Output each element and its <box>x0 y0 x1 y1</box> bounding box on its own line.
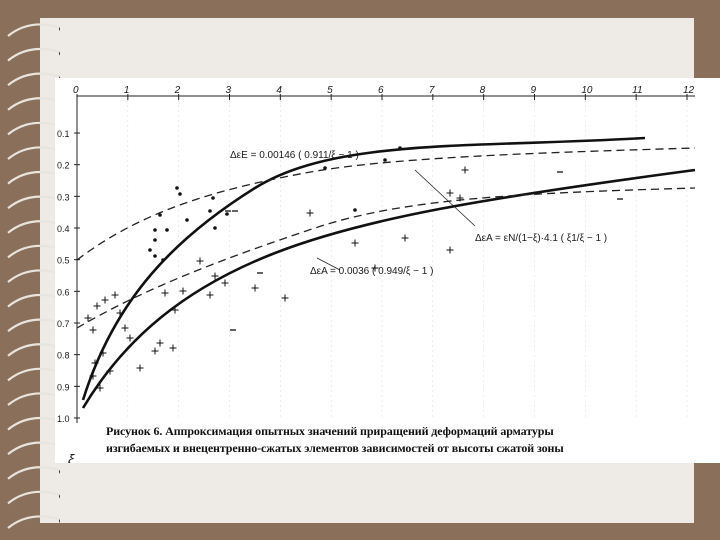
binding-ring <box>8 320 60 332</box>
caption-line-1: Рисунок 6. Аппроксимация опытных значений приращений деформаций арматуры <box>106 424 554 438</box>
y-tick-label: 1.0 <box>57 414 70 424</box>
binding-ring <box>8 49 60 61</box>
binding-ring <box>8 467 60 479</box>
binding-ring <box>8 98 60 110</box>
binding-ring <box>8 418 60 430</box>
data-point-dot <box>398 146 402 150</box>
y-tick-label: 0.5 <box>57 255 70 266</box>
data-point-dot <box>153 228 157 232</box>
binding-ring <box>8 443 60 455</box>
x-tick-label: 0 <box>73 85 79 96</box>
binding-ring <box>8 172 60 184</box>
binding-ring <box>8 270 60 282</box>
data-point-dot <box>178 192 182 196</box>
binding-ring <box>8 344 60 356</box>
binding-ring <box>8 197 60 209</box>
binding-ring <box>8 24 60 36</box>
binding-ring <box>8 516 60 528</box>
formula-top: ΔεE = 0.00146 ( 0.911/ξ − 1 ) <box>230 150 359 161</box>
scanned-chart <box>55 78 720 463</box>
x-tick-label: 12 <box>683 85 695 96</box>
figure-panel <box>55 78 720 463</box>
x-axis-ticks <box>73 85 695 100</box>
x-tick-label: 9 <box>530 85 537 96</box>
data-point-dot <box>353 208 357 212</box>
y-tick-label: 0.7 <box>57 319 70 329</box>
x-tick-label: 5 <box>327 85 333 96</box>
y-tick-label: 0.1 <box>57 129 70 139</box>
binding-ring <box>8 393 60 405</box>
binding-ring <box>8 295 60 307</box>
binding-ring <box>8 369 60 381</box>
data-point-dot <box>161 258 165 262</box>
x-tick-label: 6 <box>378 85 384 96</box>
y-tick-label: 0.6 <box>57 287 70 298</box>
x-tick-label: 11 <box>632 85 643 96</box>
curve-solid-lower <box>83 170 695 408</box>
binding-ring <box>8 221 60 233</box>
spiral-binding <box>0 0 60 540</box>
data-point-dot <box>213 226 217 230</box>
x-tick-label: 2 <box>174 85 181 96</box>
binding-ring <box>8 74 60 86</box>
data-point-dot <box>211 196 215 200</box>
binding-ring <box>8 147 60 159</box>
data-point-dot <box>175 186 179 190</box>
data-point-dot <box>383 158 387 162</box>
data-point-dot <box>165 228 169 232</box>
x-tick-label: 3 <box>225 85 232 96</box>
x-tick-label: 8 <box>479 85 486 96</box>
x-tick-label: 7 <box>428 85 435 96</box>
leader-line <box>415 170 475 226</box>
data-point-dot <box>323 166 327 170</box>
data-point-dot <box>148 248 152 252</box>
y-tick-label: 0.3 <box>57 192 70 203</box>
x-tick-label: 10 <box>581 85 593 96</box>
data-point-dot <box>185 218 189 222</box>
y-tick-label: 0.4 <box>57 224 70 234</box>
y-axis-symbol: ξ <box>68 451 75 463</box>
binding-ring <box>8 123 60 135</box>
data-point-dot <box>158 213 162 217</box>
figure-caption <box>106 423 696 457</box>
formula-bottom: ΔεA = 0.0036 ( 0.949/ξ − 1 ) <box>310 266 434 277</box>
x-tick-label: 1 <box>123 85 130 96</box>
data-point-dot <box>208 209 212 213</box>
y-tick-label: 0.2 <box>57 160 70 171</box>
data-point-dot <box>153 254 157 258</box>
y-tick-label: 0.8 <box>57 350 70 361</box>
caption-line-2: изгибаемых и внецентренно-сжатых элементов зависимостей от высоты сжатой зоны <box>106 441 564 455</box>
y-tick-label: 0.9 <box>57 382 70 393</box>
data-point-dot <box>225 212 229 216</box>
binding-ring <box>8 246 60 258</box>
data-point-dot <box>153 238 157 242</box>
formula-right: ΔεA = εN/(1−ξ)·4.1 ( ξ1/ξ − 1 ) <box>475 233 608 244</box>
x-tick-label: 4 <box>276 85 282 96</box>
binding-ring <box>8 492 60 504</box>
